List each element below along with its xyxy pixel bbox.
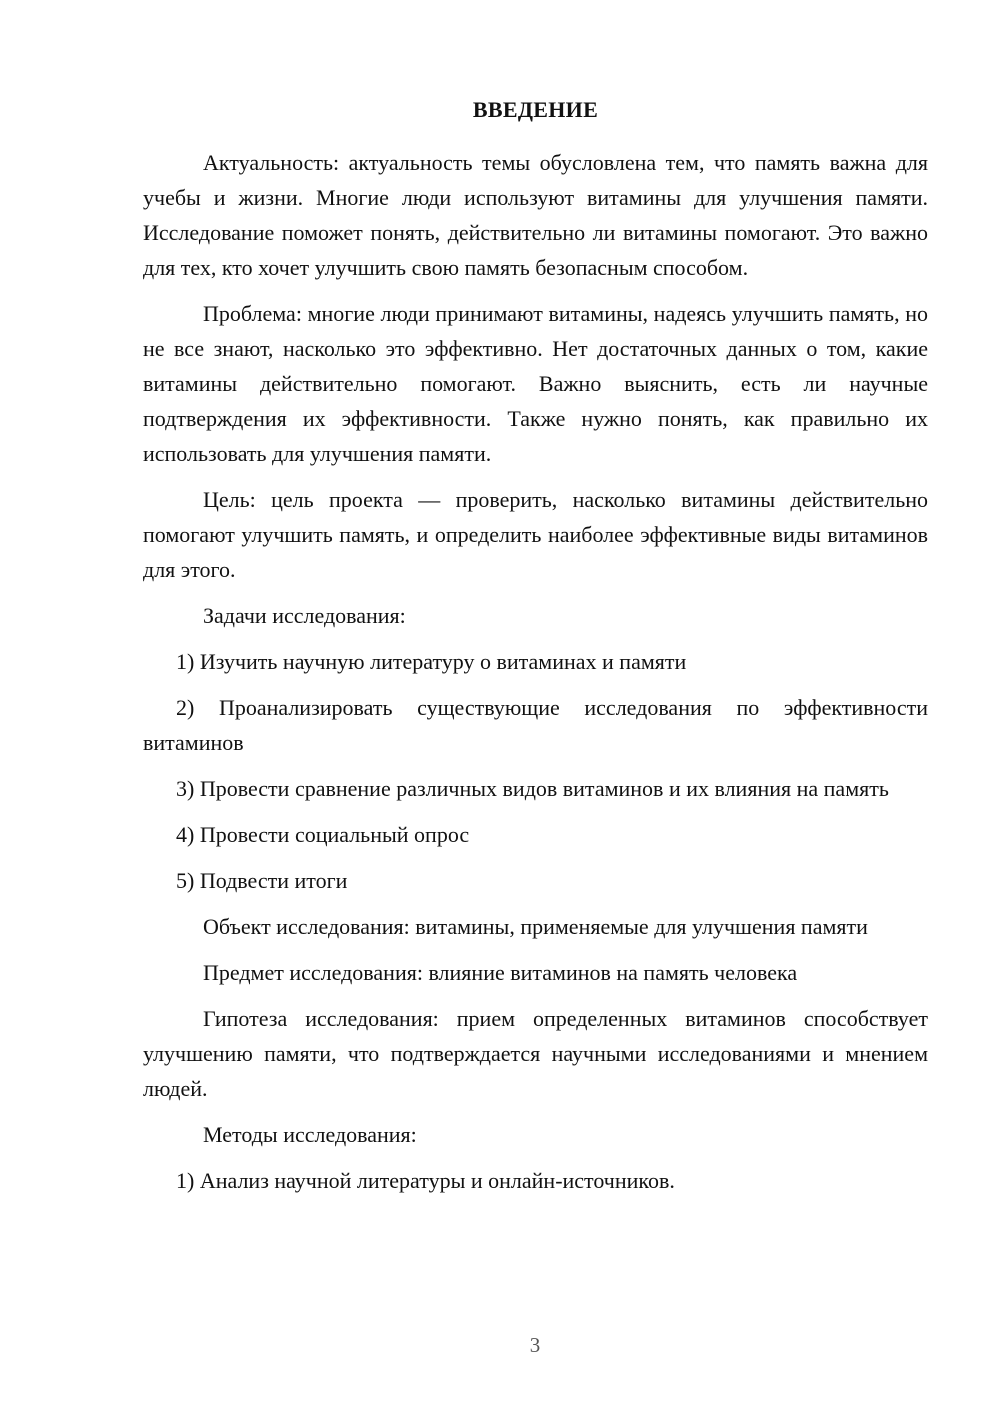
- tasks-heading: Задачи исследования:: [203, 603, 406, 628]
- task-item-5: 5) Подвести итоги: [176, 868, 348, 893]
- problem-paragraph: Проблема: многие люди принимают витамины, надеясь улучшить память, но не все знают, насколько это эффективно. Нет достаточных данных о том, какие витамины действительно помогают. Важно выяснить, есть ли научные подтверждения их эффективности. Также нужно понять, как правильно их использовать для улучшения памяти.: [143, 301, 928, 466]
- page-title: ВВЕДЕНИЕ: [472, 97, 599, 122]
- task-item-4: 4) Провести социальный опрос: [176, 822, 470, 847]
- relevance-paragraph: Актуальность: актуальность темы обусловлена тем, что память важна для учебы и жизни. Многие люди используют витамины для улучшения памяти. Исследование поможет понять, действительно ли витамины помогают. Это важно для тех, кто хочет улучшить свою память безопасным способом.: [143, 150, 928, 280]
- task-item-2: 2) Проанализировать существующие исследования по эффективности витаминов: [143, 695, 928, 755]
- methods-heading: Методы исследования:: [203, 1122, 417, 1147]
- object-paragraph: Объект исследования: витамины, применяемые для улучшения памяти: [203, 914, 868, 939]
- subject-paragraph: Предмет исследования: влияние витаминов на память человека: [203, 960, 798, 985]
- task-item-1: 1) Изучить научную литературу о витаминах и памяти: [176, 649, 687, 674]
- method-item-1: 1) Анализ научной литературы и онлайн-источников.: [176, 1168, 675, 1193]
- task-item-3: 3) Провести сравнение различных видов витаминов и их влияния на память: [176, 776, 889, 801]
- document-page: [143, 95, 928, 1209]
- goal-paragraph: Цель: цель проекта — проверить, насколько витамины действительно помогают улучшить память, и определить наиболее эффективные виды витаминов для этого.: [143, 487, 928, 582]
- page-number: 3: [529, 1333, 541, 1357]
- hypothesis-paragraph: Гипотеза исследования: прием определенных витаминов способствует улучшению памяти, что подтверждается научными исследованиями и мнением людей.: [143, 1006, 928, 1101]
